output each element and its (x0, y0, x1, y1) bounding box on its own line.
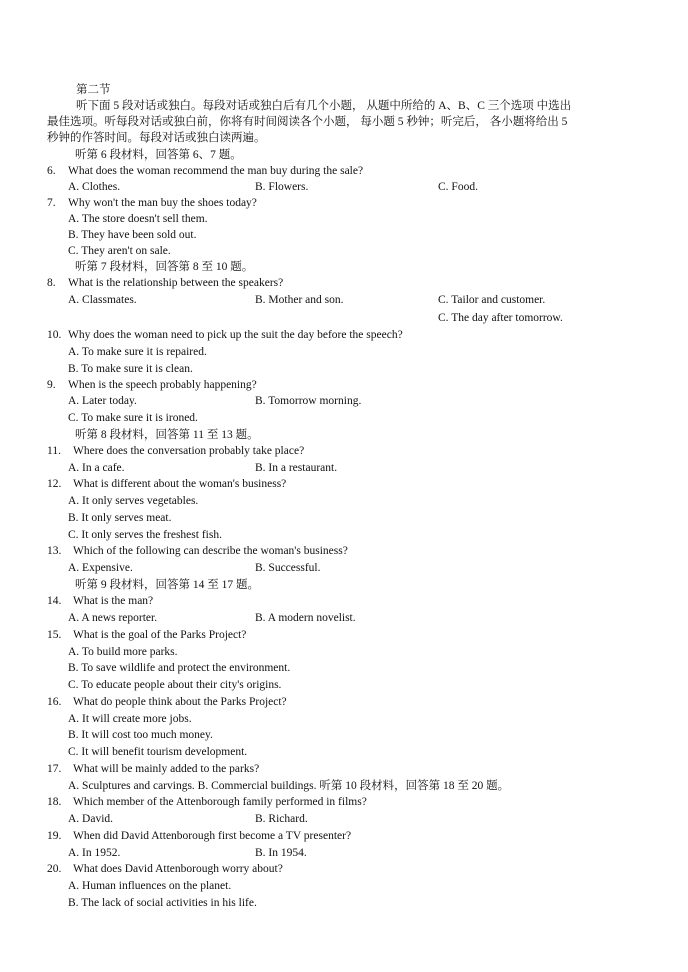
material-heading: 听第 9 段材料，回答第 14 至 17 题。 (75, 579, 259, 591)
question-number: 7. (47, 197, 56, 209)
question-text: Which of the following can describe the woman's business? (73, 545, 348, 557)
material-heading: 听第 8 段材料，回答第 11 至 13 题。 (75, 429, 259, 441)
option-a: A. Expensive. (68, 562, 133, 574)
question-number: 15. (47, 629, 62, 641)
option-a: A. In a cafe. (68, 462, 125, 474)
option-b: B. To make sure it is clean. (68, 363, 193, 375)
option-a: A. To build more parks. (68, 646, 178, 658)
question-number: 11. (47, 445, 61, 457)
question-number: 13. (47, 545, 62, 557)
question-number: 12. (47, 478, 62, 490)
question-text: What is the relationship between the speakers? (68, 277, 284, 289)
option-b: B. The lack of social activities in his life. (68, 897, 257, 909)
question-number: 20. (47, 863, 62, 875)
question-number: 6. (47, 165, 56, 177)
option-c: C. To make sure it is ironed. (68, 412, 198, 424)
question-text: What do people think about the Parks Project? (73, 696, 287, 708)
option-b: B. Tomorrow morning. (255, 395, 362, 407)
option-c: C. To educate people about their city's origins. (68, 679, 282, 691)
option-a: A. In 1952. (68, 847, 121, 859)
question-number: 16. (47, 696, 62, 708)
option-b: B. It only serves meat. (68, 512, 172, 524)
question-text: Where does the conversation probably take place? (73, 445, 305, 457)
option-c: C. It only serves the freshest fish. (68, 529, 222, 541)
option-a: A. Clothes. (68, 181, 121, 193)
question-text: What is the man? (73, 595, 154, 607)
option-a: A. Human influences on the planet. (68, 880, 232, 892)
option-b: B. They have been sold out. (68, 229, 197, 241)
option-c: C. Food. (438, 181, 478, 193)
option-a: A. Later today. (68, 395, 137, 407)
question-text: What does David Attenborough worry about? (73, 863, 283, 875)
option-c: C. They aren't on sale. (68, 245, 171, 257)
option-c: C. Tailor and customer. (438, 294, 546, 306)
section-title: 第二节 (76, 84, 111, 96)
question-text: Why won't the man buy the shoes today? (68, 197, 257, 209)
option-a: A. David. (68, 813, 114, 825)
option-a: A. It only serves vegetables. (68, 495, 199, 507)
instructions-line-2: 最佳选项。听每段对话或独白前，你将有时间阅读各个小题， 每小题 5 秒钟；听完后， 各小题将给出 5 (47, 116, 568, 128)
option-b: B. Mother and son. (255, 294, 344, 306)
option-a: A. A news reporter. (68, 612, 158, 624)
option-b: B. Richard. (255, 813, 308, 825)
question-number: 8. (47, 277, 56, 289)
option-a: A. Classmates. (68, 294, 137, 306)
instructions-line-3: 秒钟的作答时间。每段对话或独白读两遍。 (47, 132, 266, 144)
option-b: B. A modern novelist. (255, 612, 356, 624)
option-a: A. The store doesn't sell them. (68, 213, 208, 225)
option-b: B. In 1954. (255, 847, 307, 859)
question-text: What does the woman recommend the man buy during the sale? (68, 165, 364, 177)
material-heading: 听第 6 段材料，回答第 6、7 题。 (75, 149, 242, 161)
question-text: Which member of the Attenborough family performed in films? (73, 796, 367, 808)
question-number: 9. (47, 379, 56, 391)
option-a-line: A. Sculptures and carvings. B. Commercial buildings. 听第 10 段材料，回答第 18 至 20 题。 (68, 780, 510, 792)
option-a: A. It will create more jobs. (68, 713, 192, 725)
instructions-line-1: 听下面 5 段对话或独白。每段对话或独白后有几个小题， 从题中所给的 A、B、C 三个选项 中选出 (76, 100, 572, 112)
question-text: What will be mainly added to the parks? (73, 763, 260, 775)
option-b: B. Flowers. (255, 181, 309, 193)
question-text: What is different about the woman's business? (73, 478, 287, 490)
option-c: C. It will benefit tourism development. (68, 746, 248, 758)
question-text: When is the speech probably happening? (68, 379, 257, 391)
question-text: What is the goal of the Parks Project? (73, 629, 247, 641)
option-b: B. It will cost too much money. (68, 729, 213, 741)
question-number: 19. (47, 830, 62, 842)
question-number: 10. (47, 329, 62, 341)
question-text: When did David Attenborough first become a TV presenter? (73, 830, 352, 842)
question-text: Why does the woman need to pick up the suit the day before the speech? (68, 329, 403, 341)
question-number: 18. (47, 796, 62, 808)
question-number: 14. (47, 595, 62, 607)
question-number: 17. (47, 763, 62, 775)
option-a: A. To make sure it is repaired. (68, 346, 207, 358)
option-b: B. To save wildlife and protect the environment. (68, 662, 291, 674)
option-b: B. In a restaurant. (255, 462, 338, 474)
material-heading: 听第 7 段材料，回答第 8 至 10 题。 (75, 261, 254, 273)
option-b: B. Successful. (255, 562, 321, 574)
option-c-stray: C. The day after tomorrow. (438, 312, 563, 324)
